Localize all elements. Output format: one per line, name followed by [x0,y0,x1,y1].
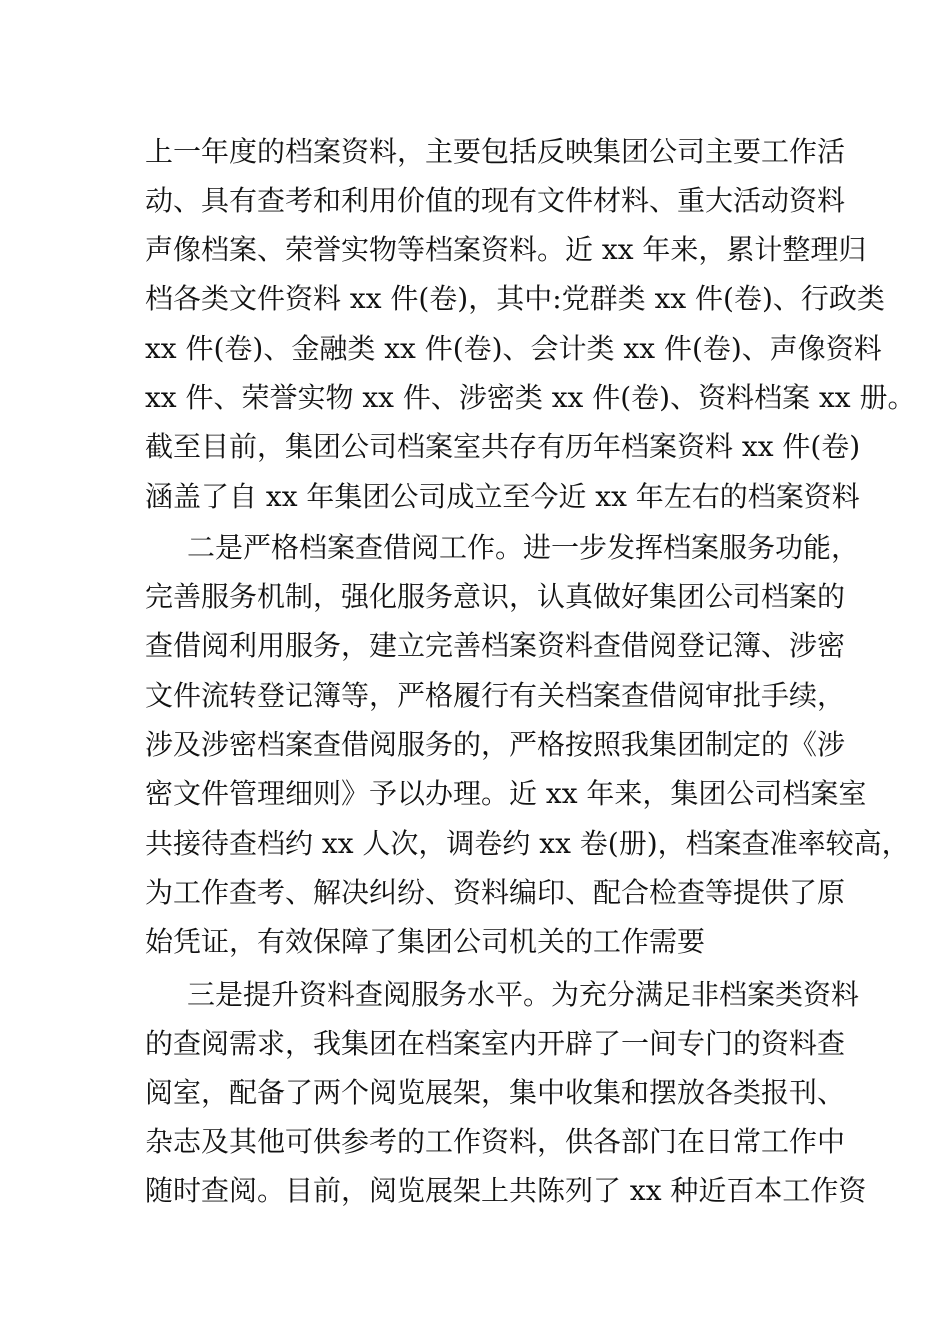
paragraph-start-line: 三是提升资料查阅服务水平。为充分满足非档案类资料 [187,978,860,1011]
text-line: 随时查阅。目前，阅览展架上共陈列了 xx 种近百本工作资 [145,1174,867,1207]
paragraph-start-line: 二是严格档案查借阅工作。进一步发挥档案服务功能， [187,531,860,564]
text-line: 的查阅需求，我集团在档案室内开辟了一间专门的资料查 [145,1027,846,1060]
text-line: 为工作查考、解决纠纷、资料编印、配合检查等提供了原 [145,876,846,909]
text-line: 涵盖了自 xx 年集团公司成立至今近 xx 年左右的档案资料 [145,480,860,513]
text-line: 档各类文件资料 xx 件(卷)，其中:党群类 xx 件(卷)、行政类 [145,282,885,315]
text-line: 共接待查档约 xx 人次，调卷约 xx 卷(册)，档案查准率较高， [145,827,910,860]
text-line: 阅室，配备了两个阅览展架，集中收集和摆放各类报刊、 [145,1076,846,1109]
text-line: 始凭证，有效保障了集团公司机关的工作需要 [145,925,706,958]
text-line: xx 件(卷)、金融类 xx 件(卷)、会计类 xx 件(卷)、声像资料 [145,332,882,365]
text-line: 涉及涉密档案查借阅服务的，严格按照我集团制定的《涉 [145,728,846,761]
text-line: 密文件管理细则》予以办理。近 xx 年来，集团公司档案室 [145,777,867,810]
text-line: 文件流转登记簿等，严格履行有关档案查借阅审批手续， [145,679,846,712]
text-line: 截至目前，集团公司档案室共存有历年档案资料 xx 件(卷) [145,430,861,463]
text-line: 动、具有查考和利用价值的现有文件材料、重大活动资料 [145,184,846,217]
text-line: 声像档案、荣誉实物等档案资料。近 xx 年来，累计整理归 [145,233,867,266]
text-line: 查借阅利用服务，建立完善档案资料查借阅登记簿、涉密 [145,629,846,662]
text-line: 杂志及其他可供参考的工作资料，供各部门在日常工作中 [145,1125,846,1158]
text-line: 上一年度的档案资料，主要包括反映集团公司主要工作活 [145,135,846,168]
text-line: xx 件、荣誉实物 xx 件、涉密类 xx 件(卷)、资料档案 xx 册。 [145,381,916,414]
text-line: 完善服务机制，强化服务意识，认真做好集团公司档案的 [145,580,846,613]
